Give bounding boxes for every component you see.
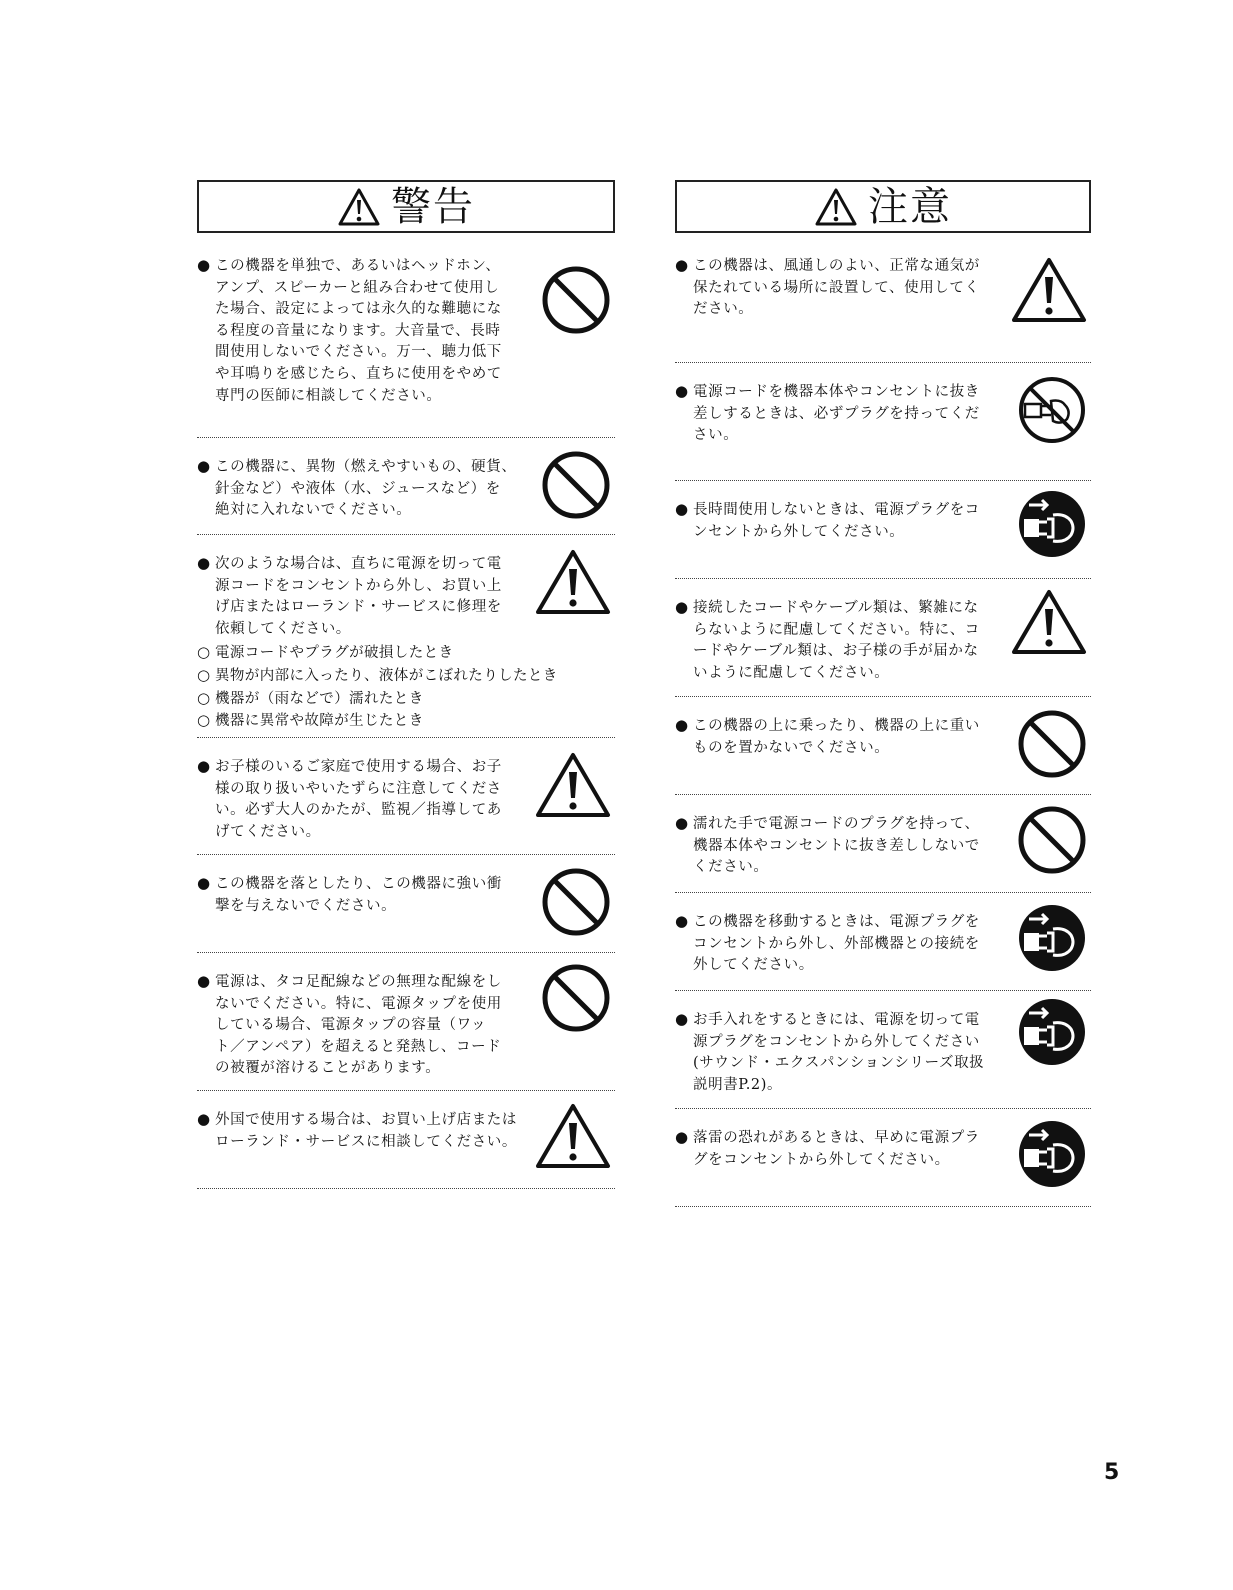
warning-header — [197, 180, 615, 233]
warning-item-text: ● 次のような場合は、直ちに電源を切って電 源コードをコンセントから外し、お買い上 げ店またはローランド・サービスに修理を 依頼してください。 — [197, 553, 615, 640]
warning-section — [197, 180, 615, 1189]
caution-item — [675, 697, 1091, 795]
no-pull-cord-icon — [1017, 375, 1087, 445]
warning-item — [197, 255, 615, 438]
caution-triangle-icon — [1011, 589, 1087, 655]
caution-item-text: ● 電源コードを機器本体やコンセントに抜き 差しするときは、必ずプラグを持ってくだ さい。 — [675, 381, 1091, 447]
unplug-icon — [1017, 1119, 1087, 1189]
unplug-icon — [1017, 489, 1087, 559]
warning-item — [197, 1091, 615, 1189]
prohibition-icon — [541, 265, 611, 335]
caution-item-text: ● この機器は、風通しのよい、正常な通気が 保たれている場所に設置して、使用してく ださい。 — [675, 255, 1091, 321]
caution-item — [675, 255, 1091, 363]
caution-triangle-icon — [535, 1103, 611, 1169]
warning-condition: ○ 電源コードやプラグが破損したとき — [197, 642, 615, 665]
warning-item — [197, 855, 615, 953]
caution-item-text: ● 接続したコードやケーブル類は、繁雑にな らないように配慮してください。特に、コ ードやケーブル類は、お子様の手が届かな いように配慮してください。 — [675, 597, 1091, 684]
warning-item — [197, 953, 615, 1091]
unplug-icon — [1017, 997, 1087, 1067]
prohibition-icon — [1017, 709, 1087, 779]
caution-item-text: ● 濡れた手で電源コードのプラグを持って、 機器本体やコンセントに抜き差ししないで ください。 — [675, 813, 1091, 879]
warning-condition: ○ 機器が（雨などで）濡れたとき — [197, 688, 615, 711]
warning-item-text: ● この機器に、異物（燃えやすいもの、硬貨、 針金など）や液体（水、ジュースなど）を 絶対に入れないでください。 — [197, 456, 615, 522]
page-number: 5 — [1104, 1460, 1120, 1485]
caution-item — [675, 795, 1091, 893]
caution-triangle-icon — [337, 187, 381, 227]
caution-item — [675, 579, 1091, 697]
caution-triangle-icon — [814, 187, 858, 227]
caution-item-text: ● この機器の上に乗ったり、機器の上に重い ものを置かないでください。 — [675, 715, 1091, 759]
caution-section — [675, 180, 1091, 1207]
caution-header — [675, 180, 1091, 233]
prohibition-icon — [541, 450, 611, 520]
caution-item — [675, 991, 1091, 1109]
prohibition-icon — [1017, 805, 1087, 875]
warning-item-text: ● この機器を単独で、あるいはヘッドホン、 アンプ、スピーカーと組み合わせて使用し た場合、設定によっては永久的な難聴にな る程度の音量になります。大音量で、長時 間使用しないでください。万一、聴力低下 や耳鳴りを感じたら、直ちに使用をやめて 専門の医師に相談してください。 — [197, 255, 615, 407]
prohibition-icon — [541, 963, 611, 1033]
caution-triangle-icon — [535, 752, 611, 818]
unplug-icon — [1017, 903, 1087, 973]
caution-item-text: ● お手入れをするときには、電源を切って電 源プラグをコンセントから外してください (サウンド・エクスパンションシリーズ取扱 説明書P.2)。 — [675, 1009, 1091, 1096]
warning-item — [197, 535, 615, 738]
warning-item-text: ● 電源は、タコ足配線などの無理な配線をし ないでください。特に、電源タップを使用 している場合、電源タップの容量（ワッ ト／アンペア）を超えると発熱し、コード の被覆が溶けることがあります。 — [197, 971, 615, 1080]
warning-condition-list — [197, 642, 615, 732]
caution-item — [675, 481, 1091, 579]
caution-item — [675, 893, 1091, 991]
caution-triangle-icon — [535, 549, 611, 615]
warning-item-text: ● この機器を落としたり、この機器に強い衝 撃を与えないでください。 — [197, 873, 615, 917]
caution-item — [675, 1109, 1091, 1207]
caution-item-text: ● 長時間使用しないときは、電源プラグをコ ンセントから外してください。 — [675, 499, 1091, 543]
caution-item-text: ● 落雷の恐れがあるときは、早めに電源プラ グをコンセントから外してください。 — [675, 1127, 1091, 1171]
warning-condition: ○ 機器に異常や故障が生じたとき — [197, 710, 615, 733]
caution-item — [675, 363, 1091, 481]
warning-title: 警告 — [391, 183, 475, 230]
warning-item-text: ● 外国で使用する場合は、お買い上げ店または ローランド・サービスに相談してください。 — [197, 1109, 615, 1153]
warning-item — [197, 738, 615, 855]
caution-item-text: ● この機器を移動するときは、電源プラグを コンセントから外し、外部機器との接続を 外してください。 — [675, 911, 1091, 977]
prohibition-icon — [541, 867, 611, 937]
caution-triangle-icon — [1011, 257, 1087, 323]
warning-item-text: ● お子様のいるご家庭で使用する場合、お子 様の取り扱いやいたずらに注意してくださ い。必ず大人のかたが、監視／指導してあ げてください。 — [197, 756, 615, 843]
caution-title: 注意 — [868, 183, 952, 230]
warning-condition: ○ 異物が内部に入ったり、液体がこぼれたりしたとき — [197, 665, 615, 688]
warning-item — [197, 438, 615, 535]
